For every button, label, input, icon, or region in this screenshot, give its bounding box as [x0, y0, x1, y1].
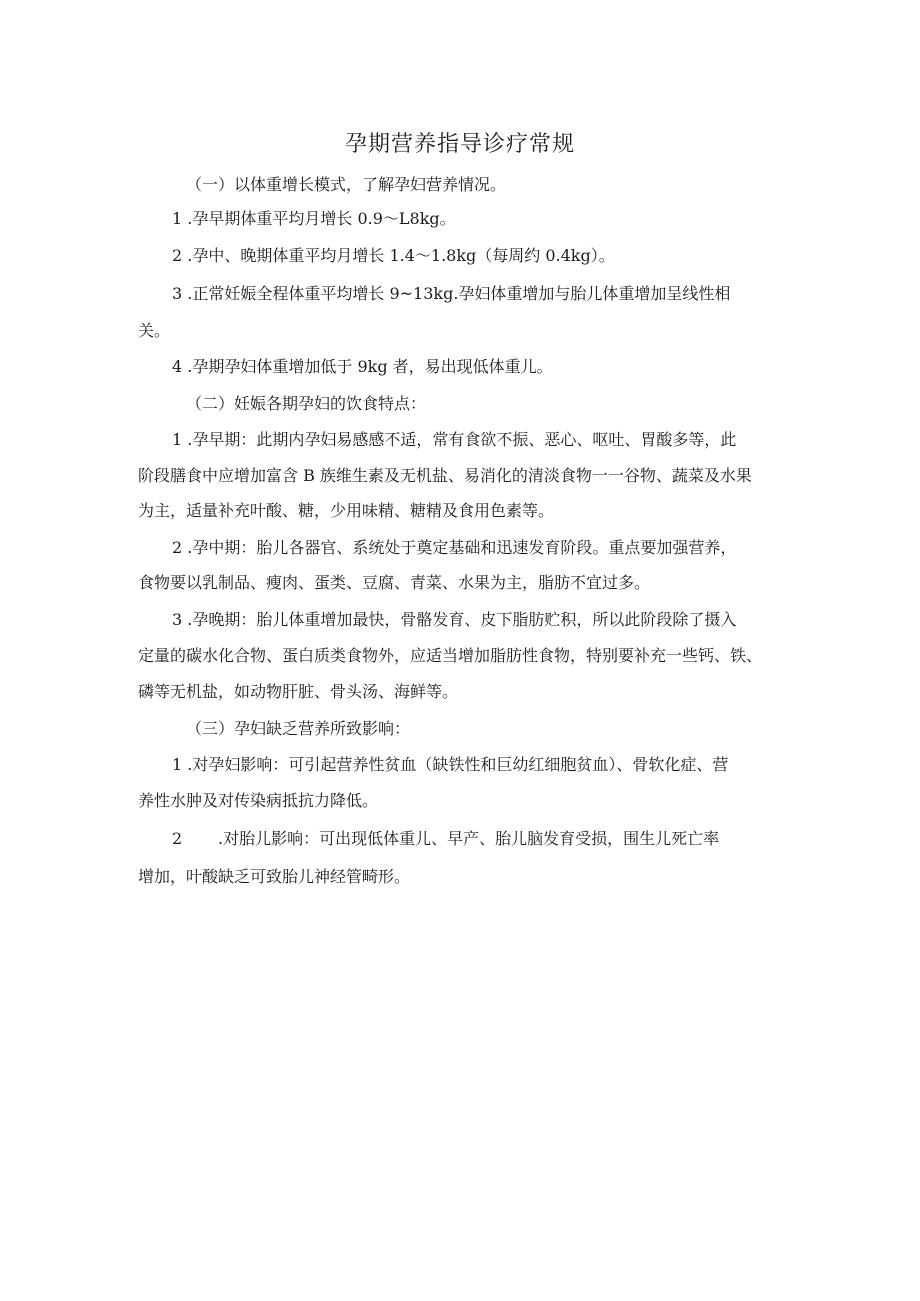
section-3-heading: （三）孕妇缺乏营养所致影响： [186, 719, 411, 738]
section-2-item-2-line-1: 2 .孕中期：胎儿各器官、系统处于奠定基础和迅速发育阶段。重点要加强营养， [172, 538, 737, 557]
section-3-item-2-number: 2 [172, 829, 183, 848]
section-1-heading: （一）以体重增长模式，了解孕妇营养情况。 [186, 175, 507, 194]
section-2-item-2-line-2: 食物要以乳制品、瘦肉、蛋类、豆腐、青菜、水果为主，脂肪不宜过多。 [138, 573, 651, 592]
section-2-item-3-line-2: 定量的碳水化合物、蛋白质类食物外，应适当增加脂肪性食物，特别要补充一些钙、铁、 [138, 646, 763, 665]
section-2-item-1-line-3: 为主，适量补充叶酸、糖，少用味精、糖精及食用色素等。 [138, 501, 555, 520]
section-2-item-3-line-1: 3 .孕晚期：胎儿体重增加最快，骨骼发育、皮下脂肪贮积，所以此阶段除了摄入 [172, 610, 737, 629]
section-2-item-1-line-1: 1 .孕早期：此期内孕妇易感感不适，常有食欲不振、恶心、呕吐、胃酸多等，此 [172, 430, 737, 449]
section-3-item-2-line-1: .对胎儿影响：可出现低体重儿、早产、胎儿脑发育受损，围生儿死亡率 [218, 829, 720, 848]
section-3-item-1-line-1: 1 .对孕妇影响：可引起营养性贫血（缺铁性和巨幼红细胞贫血）、骨软化症、营 [172, 755, 729, 774]
section-1-item-1: 1 .孕早期体重平均月增长 0.9～L8kg。 [172, 209, 456, 228]
section-2-heading: （二）妊娠各期孕妇的饮食特点： [186, 394, 427, 413]
section-1-item-3-line-1: 3 .正常妊娠全程体重平均增长 9~13kg.孕妇体重增加与胎儿体重增加呈线性相 [172, 284, 731, 303]
section-1-item-2: 2 .孕中、晚期体重平均月增长 1.4～1.8kg（每周约 0.4kg）。 [172, 246, 615, 265]
document-title: 孕期营养指导诊疗常规 [344, 132, 575, 157]
section-1-item-3-line-2: 关。 [138, 321, 171, 340]
section-3-item-2-line-2: 增加，叶酸缺乏可致胎儿神经管畸形。 [138, 867, 411, 886]
section-2-item-1-line-2: 阶段膳食中应增加富含 B 族维生素及无机盐、易消化的清淡食物一一谷物、蔬菜及水果 [138, 466, 752, 485]
section-1-item-4: 4 .孕期孕妇体重增加低于 9kg 者，易出现低体重儿。 [172, 357, 553, 376]
section-2-item-3-line-3: 磷等无机盐，如动物肝脏、骨头汤、海鲜等。 [138, 682, 459, 701]
section-3-item-1-line-2: 养性水肿及对传染病抵抗力降低。 [138, 791, 379, 810]
